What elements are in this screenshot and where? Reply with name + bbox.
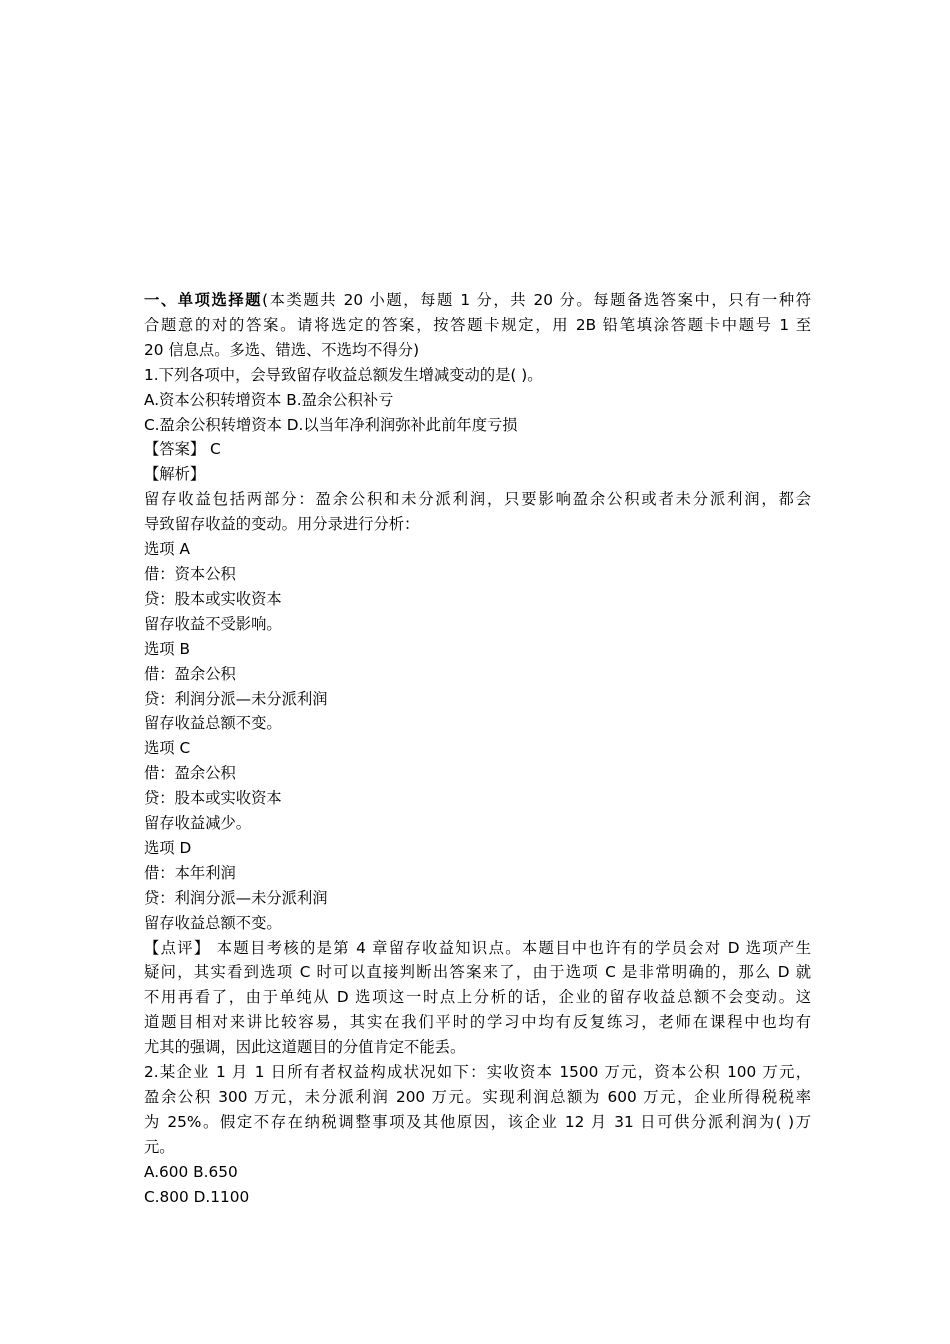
- q1-comment-line: 道题目相对来讲比较容易，其实在我们平时的学习中均有反复练习，老师在课程中也均有: [144, 1013, 811, 1032]
- q1-comment-line: 疑问，其实看到选项 C 时可以直接判断出答案来了，由于选项 C 是非常明确的，那么 D 就: [144, 963, 811, 982]
- q1-option-d-debit: 借：本年利润: [144, 863, 236, 882]
- q1-options-cd: C.盈余公积转增资本 D.以当年净利润弥补此前年度亏损: [144, 415, 518, 434]
- q1-option-b-result: 留存收益总额不变。: [144, 714, 282, 733]
- q1-option-c-debit: 借：盈余公积: [144, 764, 236, 783]
- q2-options-ab: A.600 B.650: [144, 1162, 238, 1181]
- section-heading-title: 一、单项选择题: [144, 291, 263, 309]
- q2-stem-line: 元。: [144, 1137, 175, 1156]
- q1-option-d-label: 选项 D: [144, 838, 192, 857]
- q1-option-c-result: 留存收益减少。: [144, 814, 252, 833]
- q1-comment-line: 【点评】 本题目考核的是第 4 章留存收益知识点。本题目中也许有的学员会对 D 选项产生: [144, 938, 811, 957]
- q1-option-c-credit: 贷：股本或实收资本: [144, 789, 282, 808]
- q2-stem-line: 盈余公积 300 万元，未分派利润 200 万元。实现利润总额为 600 万元，企业所得税税率: [144, 1088, 811, 1106]
- q1-option-a-result: 留存收益不受影响。: [144, 614, 282, 633]
- q1-stem: 1.下列各项中，会导致留存收益总额发生增减变动的是( )。: [144, 365, 543, 384]
- q1-answer: 【答案】 C: [144, 440, 221, 459]
- q1-option-d-credit: 贷：利润分派—未分派利润: [144, 888, 328, 907]
- q1-option-b-credit: 贷：利润分派—未分派利润: [144, 689, 328, 708]
- q1-option-a-credit: 贷：股本或实收资本: [144, 589, 282, 608]
- section-instructions-line: 20 信息点。多选、错选、不选均不得分): [144, 340, 420, 359]
- q1-option-a-label: 选项 A: [144, 540, 190, 559]
- q1-analysis-title: 【解析】: [144, 465, 206, 484]
- q1-option-a-debit: 借：资本公积: [144, 564, 236, 583]
- q1-options-ab: A.资本公积转增资本 B.盈余公积补亏: [144, 390, 394, 409]
- section-instructions-line: 合题意的对的答案。请将选定的答案，按答题卡规定，用 2B 铅笔填涂答题卡中题号 1 至: [144, 315, 811, 334]
- q2-stem-line: 2.某企业 1 月 1 日所有者权益构成状况如下：实收资本 1500 万元，资本公积 100 万元，: [144, 1063, 811, 1082]
- document-page: [144, 288, 811, 1210]
- q1-comment-line: 不用再看了，由于单纯从 D 选项这一时点上分析的话，企业的留存收益总额不会变动。这: [144, 988, 811, 1007]
- section-heading: [144, 288, 811, 313]
- q1-comment-line: 尤其的强调，因此这道题目的分值肯定不能丢。: [144, 1038, 466, 1057]
- section-heading-instructions: (本类题共 20 小题，每题 1 分，共 20 分。每题备选答案中，只有一种符: [262, 291, 811, 309]
- q1-option-d-result: 留存收益总额不变。: [144, 913, 282, 932]
- q1-analysis-intro-line: 导致留存收益的变动。用分录进行分析：: [144, 515, 420, 534]
- q1-option-b-label: 选项 B: [144, 639, 190, 658]
- q2-stem-line: 为 25%。假定不存在纳税调整事项及其他原因，该企业 12 月 31 日可供分派利润为( )万: [144, 1112, 811, 1131]
- q1-analysis-intro-line: 留存收益包括两部分：盈余公积和未分派利润，只要影响盈余公积或者未分派利润，都会: [144, 490, 811, 509]
- q1-option-c-label: 选项 C: [144, 739, 191, 758]
- q2-options-cd: C.800 D.1100: [144, 1187, 250, 1206]
- q1-option-b-debit: 借：盈余公积: [144, 664, 236, 683]
